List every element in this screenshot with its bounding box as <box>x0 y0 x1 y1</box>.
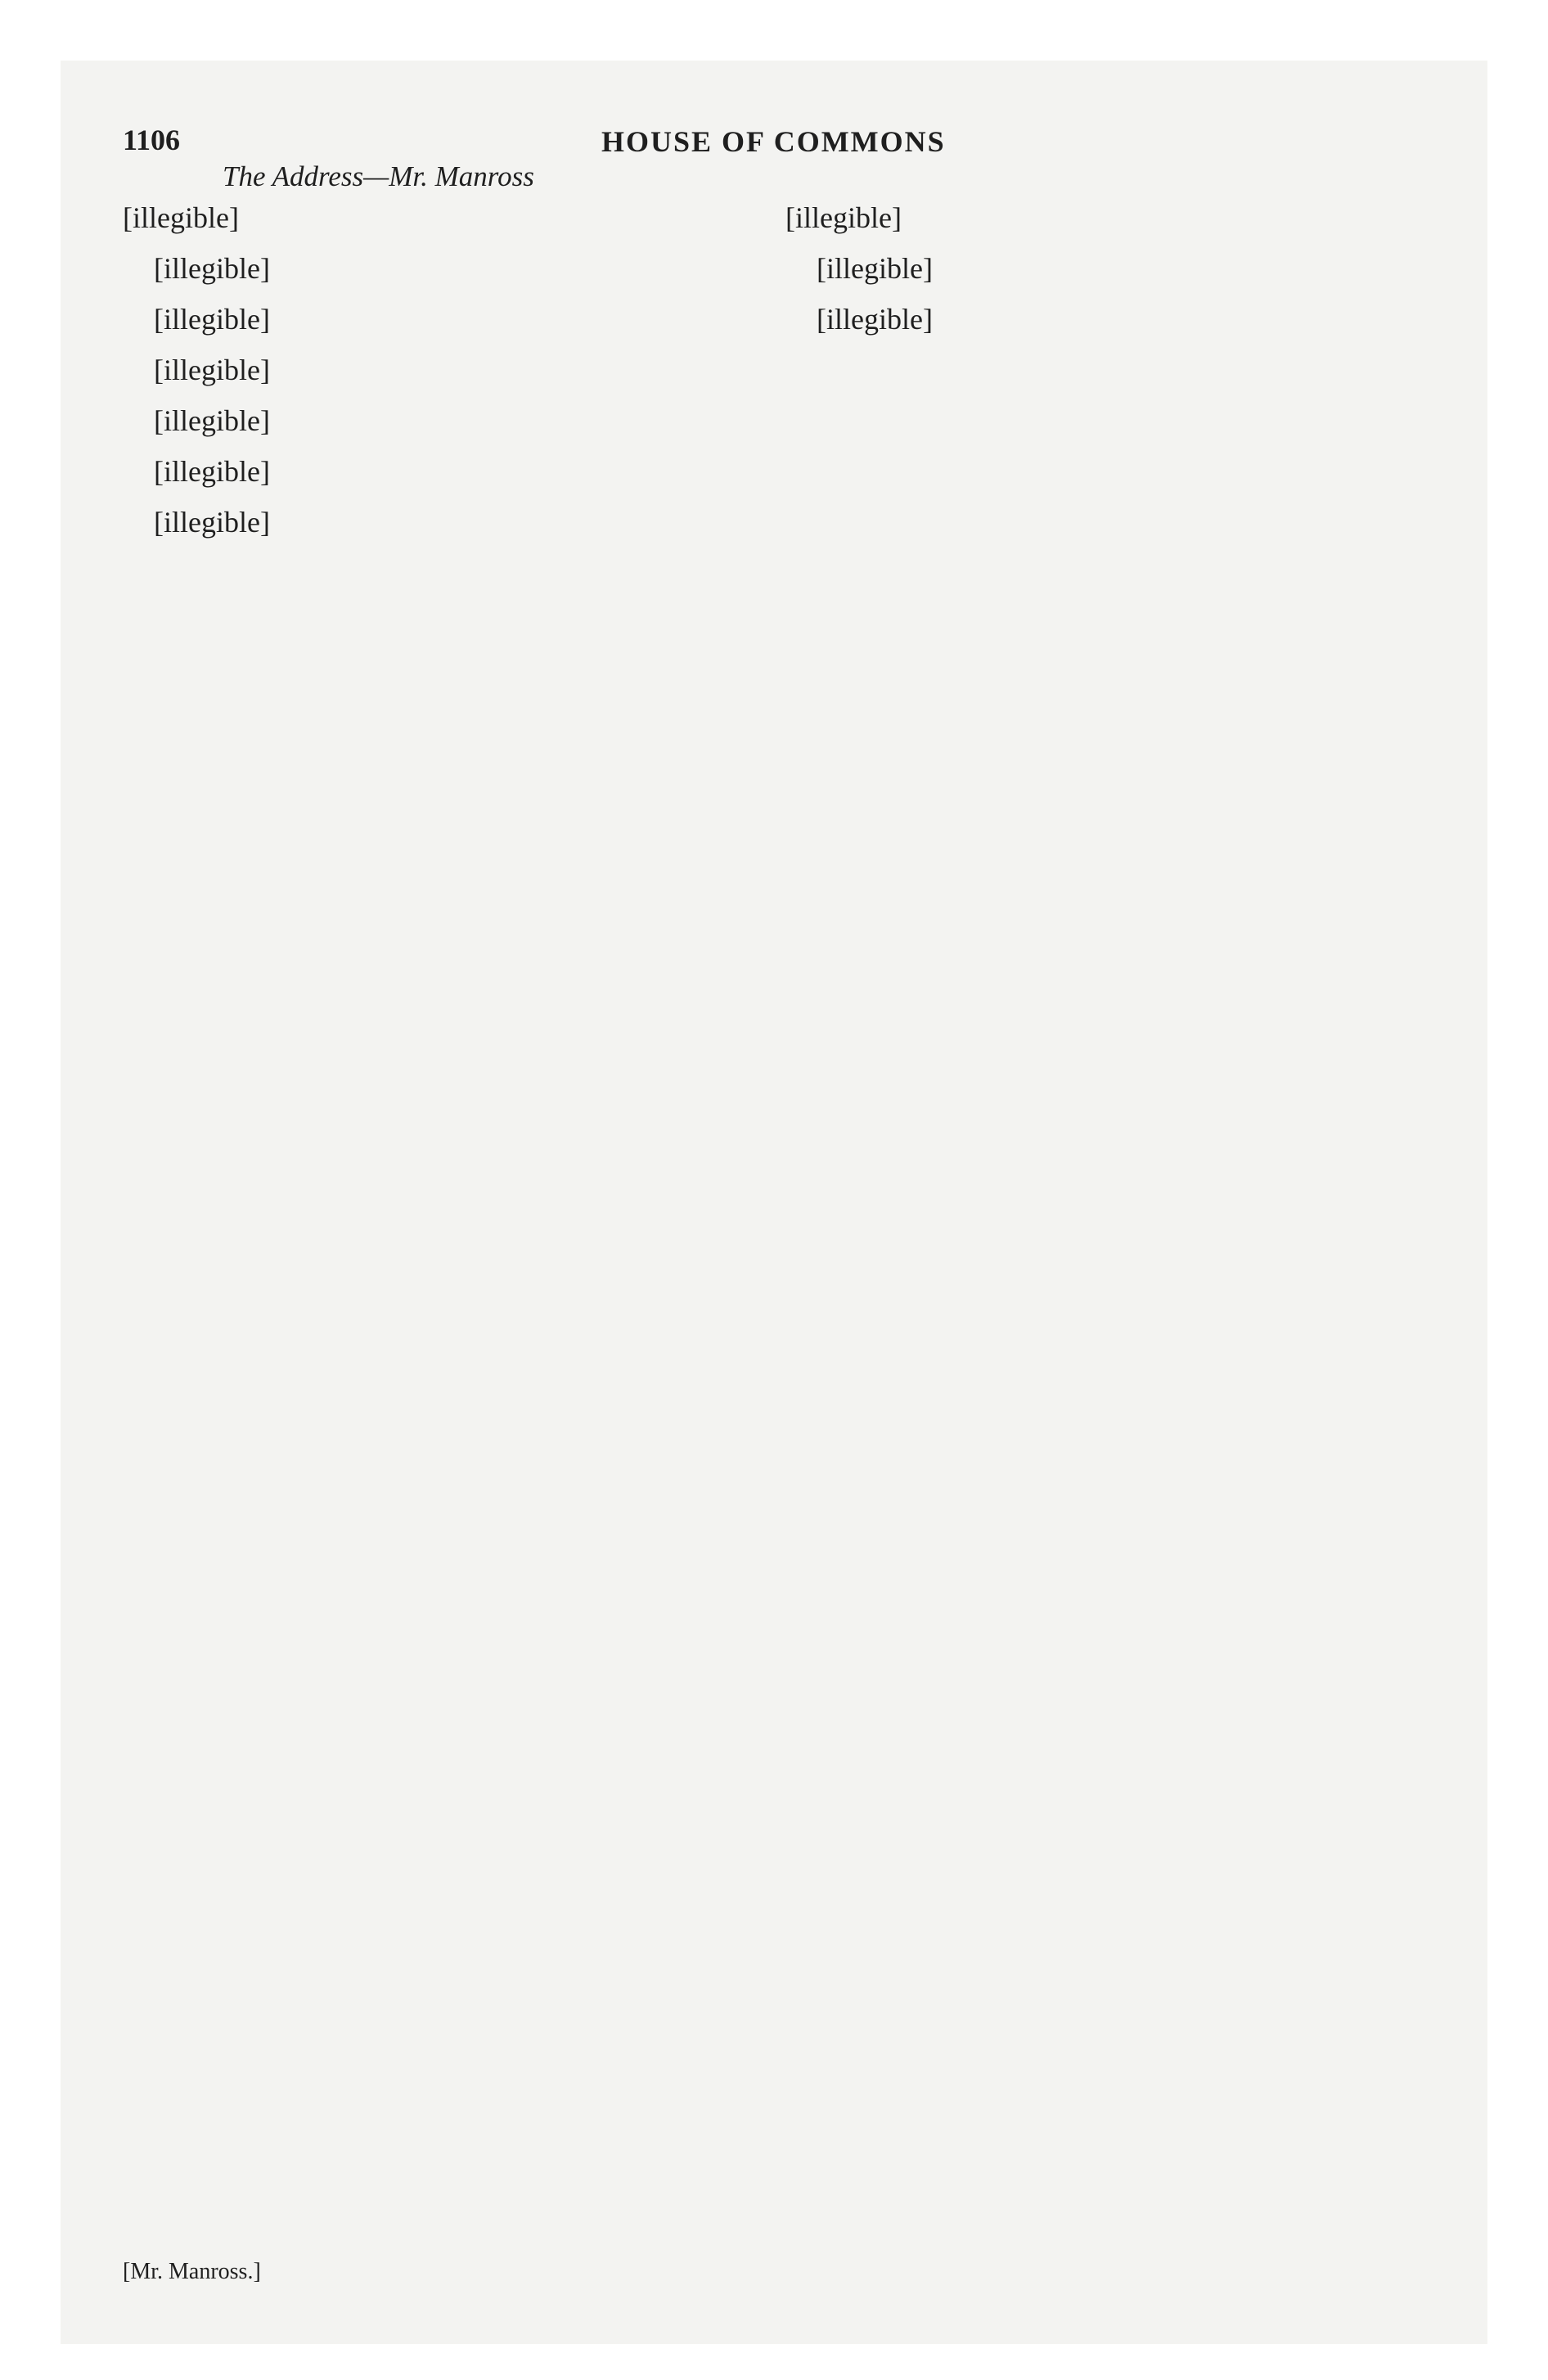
page-number: 1106 <box>123 124 181 156</box>
left-paragraph-2: [illegible] <box>154 252 270 285</box>
right-paragraph-3: [illegible] <box>817 303 933 336</box>
left-paragraph-3: [illegible] <box>154 303 270 336</box>
footer-note: [Mr. Manross.] <box>123 2259 261 2284</box>
left-paragraph-4: [illegible] <box>154 354 270 386</box>
left-paragraph-5: [illegible] <box>154 404 270 437</box>
right-paragraph-2: [illegible] <box>817 252 933 285</box>
left-paragraph-6: [illegible] <box>154 455 270 488</box>
left-paragraph-7: [illegible] <box>154 506 270 539</box>
left-paragraph-1: [illegible] <box>123 201 239 234</box>
left-column <box>123 198 753 553</box>
page-title: HOUSE OF COMMONS <box>601 125 946 158</box>
right-paragraph-1: [illegible] <box>785 201 902 234</box>
page-subtitle: The Address—Mr. Manross <box>223 160 534 192</box>
right-column <box>785 198 1415 350</box>
